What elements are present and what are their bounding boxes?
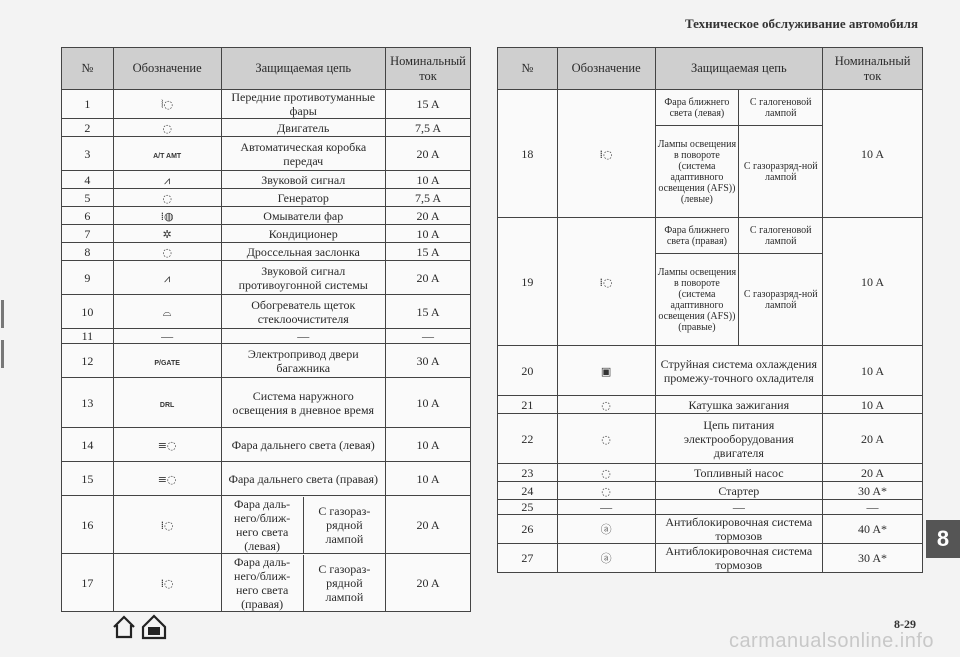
row-circuit: Электропривод двери багажника bbox=[221, 344, 386, 378]
footer-icons bbox=[111, 614, 167, 640]
margin-mark bbox=[1, 300, 4, 328]
row-rating: 40 A* bbox=[823, 515, 923, 544]
table-row bbox=[62, 243, 471, 261]
row-rating: 10 A bbox=[823, 396, 923, 414]
row-symbol bbox=[113, 171, 221, 189]
row-rating: 20 A bbox=[823, 414, 923, 464]
symbol-label: DRL bbox=[159, 401, 175, 409]
row-circuit: Лампы освещения в повороте (система адаптивного освещения (AFS)) (правые) bbox=[655, 254, 739, 346]
row-rating: 15 A bbox=[386, 90, 471, 119]
row-rating: 10 A bbox=[823, 346, 923, 396]
row-circuit: Фара ближнего света (правая) bbox=[655, 218, 739, 254]
row-no: 20 bbox=[498, 346, 558, 396]
row-no: 21 bbox=[498, 396, 558, 414]
row-rating: 10 A bbox=[823, 90, 923, 218]
row-symbol bbox=[113, 90, 221, 119]
row-circuit: Омыватели фар bbox=[221, 207, 386, 225]
row-rating: — bbox=[823, 500, 923, 515]
row-circuit: Двигатель bbox=[221, 119, 386, 137]
row-symbol bbox=[113, 428, 221, 462]
row-rating: — bbox=[386, 329, 471, 344]
home-icon[interactable] bbox=[111, 614, 137, 640]
row-rating: 7,5 A bbox=[386, 189, 471, 207]
row-circuit: — bbox=[655, 500, 823, 515]
fuse-icon: ◌ bbox=[601, 466, 611, 480]
fuse-icon: ◌ bbox=[162, 245, 172, 259]
symbol-label: P/GATE bbox=[154, 359, 180, 367]
table-row bbox=[62, 378, 471, 428]
row-symbol bbox=[113, 462, 221, 496]
row-no: 11 bbox=[62, 329, 114, 344]
row-rating: 10 A bbox=[386, 428, 471, 462]
row-rating: 15 A bbox=[386, 243, 471, 261]
col-no: № bbox=[498, 48, 558, 90]
table-row bbox=[62, 462, 471, 496]
row-no: 12 bbox=[62, 344, 114, 378]
table-row bbox=[62, 171, 471, 189]
row-circuit: Звуковой сигнал bbox=[221, 171, 386, 189]
row-no: 9 bbox=[62, 261, 114, 295]
fuse-table-left bbox=[61, 47, 471, 612]
row-symbol bbox=[557, 500, 655, 515]
row-symbol bbox=[557, 515, 655, 544]
col-symbol: Обозначение bbox=[557, 48, 655, 90]
row-symbol bbox=[113, 225, 221, 243]
row-symbol bbox=[557, 218, 655, 346]
table-row bbox=[62, 329, 471, 344]
headlamp-icon: ⁞◌ bbox=[160, 518, 174, 532]
symbol-label: A/T AMT bbox=[153, 152, 182, 160]
row-circuit: Генератор bbox=[221, 189, 386, 207]
row-rating: 20 A bbox=[386, 261, 471, 295]
row-no: 13 bbox=[62, 378, 114, 428]
table-row bbox=[62, 295, 471, 329]
row-no: 15 bbox=[62, 462, 114, 496]
row-variant: С галогеновой лампой bbox=[739, 90, 823, 126]
row-symbol bbox=[113, 378, 221, 428]
wiper-deicer-icon: ⌓ bbox=[162, 305, 172, 319]
row-rating: 20 A bbox=[386, 554, 471, 612]
row-symbol bbox=[113, 207, 221, 225]
page-header: Техническое обслуживание автомобиля bbox=[684, 16, 918, 31]
row-rating: 30 A* bbox=[823, 544, 923, 573]
col-rating: Номинальный ток bbox=[823, 48, 923, 90]
row-circuit: Антиблокировочная система тормозов bbox=[655, 544, 823, 573]
row-circuit: Фара дальнего света (левая) bbox=[221, 428, 386, 462]
row-rating: 10 A bbox=[386, 462, 471, 496]
row-circuit: Кондиционер bbox=[221, 225, 386, 243]
row-circuit: Фара даль-него/ближ-него света (правая) bbox=[222, 555, 304, 611]
row-symbol bbox=[557, 346, 655, 396]
row-variant: С газораз-рядной лампой bbox=[318, 561, 371, 604]
row-no: 27 bbox=[498, 544, 558, 573]
row-no: 10 bbox=[62, 295, 114, 329]
row-circuit: Лампы освещения в повороте (система адаптивного освещения (AFS)) (левые) bbox=[655, 126, 739, 218]
row-rating: 30 A* bbox=[823, 482, 923, 500]
row-symbol bbox=[113, 496, 221, 554]
high-beam-icon: ≡◌ bbox=[157, 472, 177, 486]
abs-icon: ⓐ bbox=[600, 552, 612, 565]
table-row bbox=[498, 414, 923, 464]
row-variant: С газораз-рядной лампой bbox=[318, 503, 371, 546]
row-circuit: Цепь питания электрооборудования двигателя bbox=[655, 414, 823, 464]
row-circuit: Дроссельная заслонка bbox=[221, 243, 386, 261]
table-row bbox=[498, 464, 923, 482]
row-rating: 30 A bbox=[386, 344, 471, 378]
horn-icon: ⩘ bbox=[164, 173, 171, 187]
page-number: 8-29 bbox=[894, 617, 916, 631]
row-symbol bbox=[557, 414, 655, 464]
row-circuit: Фара ближнего света (левая) bbox=[655, 90, 739, 126]
fuse-icon: ◌ bbox=[601, 484, 611, 498]
table-row bbox=[498, 346, 923, 396]
row-no: 4 bbox=[62, 171, 114, 189]
row-no: 8 bbox=[62, 243, 114, 261]
fuse-icon: ◌ bbox=[601, 432, 611, 446]
col-circuit: Защищаемая цепь bbox=[655, 48, 823, 90]
row-variant: С газоразряд-ной лампой bbox=[739, 126, 823, 218]
row-no: 17 bbox=[62, 554, 114, 612]
row-no: 25 bbox=[498, 500, 558, 515]
row-no: 1 bbox=[62, 90, 114, 119]
row-rating: 7,5 A bbox=[386, 119, 471, 137]
row-symbol bbox=[113, 243, 221, 261]
row-circuit: Звуковой сигнал противоугонной системы bbox=[221, 261, 386, 295]
headlamp-icon: ⁞◌ bbox=[599, 275, 613, 289]
row-no: 19 bbox=[498, 218, 558, 346]
table-row bbox=[62, 137, 471, 171]
row-no: 24 bbox=[498, 482, 558, 500]
table-row bbox=[62, 189, 471, 207]
row-variant: С галогеновой лампой bbox=[739, 218, 823, 254]
row-no: 14 bbox=[62, 428, 114, 462]
fuse-icon: ◌ bbox=[601, 398, 611, 412]
row-symbol bbox=[113, 261, 221, 295]
table-row bbox=[62, 225, 471, 243]
row-no: 23 bbox=[498, 464, 558, 482]
headlamp-washer-icon: ⁞◍ bbox=[160, 209, 174, 223]
col-rating: Номинальный ток bbox=[386, 48, 471, 90]
row-circuit: Топливный насос bbox=[655, 464, 823, 482]
page-index-icon[interactable] bbox=[141, 614, 167, 640]
row-symbol bbox=[113, 295, 221, 329]
table-row bbox=[62, 90, 471, 119]
row-no: 3 bbox=[62, 137, 114, 171]
row-no: 6 bbox=[62, 207, 114, 225]
row-symbol bbox=[113, 189, 221, 207]
row-no: 5 bbox=[62, 189, 114, 207]
row-circuit: Передние противотуманные фары bbox=[221, 90, 386, 119]
row-rating: 20 A bbox=[386, 137, 471, 171]
high-beam-icon: ≡◌ bbox=[157, 438, 177, 452]
table-row bbox=[62, 428, 471, 462]
row-symbol bbox=[557, 464, 655, 482]
abs-icon: ⓐ bbox=[600, 523, 612, 536]
row-no: 18 bbox=[498, 90, 558, 218]
row-no: 16 bbox=[62, 496, 114, 554]
table-row bbox=[498, 515, 923, 544]
row-symbol bbox=[113, 329, 221, 344]
row-symbol bbox=[557, 90, 655, 218]
row-rating: 15 A bbox=[386, 295, 471, 329]
headlamp-icon: ⁞◌ bbox=[599, 147, 613, 161]
row-circuit: Фара дальнего света (правая) bbox=[221, 462, 386, 496]
row-circuit: — bbox=[221, 329, 386, 344]
row-rating: 20 A bbox=[386, 496, 471, 554]
symbol-empty: — bbox=[600, 500, 613, 514]
row-no: 7 bbox=[62, 225, 114, 243]
symbol-empty: — bbox=[161, 329, 174, 343]
table-row bbox=[62, 119, 471, 137]
row-circuit: Система наружного освещения в дневное время bbox=[221, 378, 386, 428]
table-row bbox=[498, 500, 923, 515]
headlamp-icon: ⁞◌ bbox=[160, 576, 174, 590]
row-symbol bbox=[557, 396, 655, 414]
row-circuit: Фара даль-него/ближ-него света (левая) bbox=[222, 497, 304, 553]
table-row bbox=[498, 544, 923, 573]
fuse-table-right bbox=[497, 47, 923, 573]
row-rating: 10 A bbox=[386, 225, 471, 243]
table-row bbox=[62, 261, 471, 295]
row-rating: 20 A bbox=[823, 464, 923, 482]
intercooler-icon: ▣ bbox=[600, 364, 612, 378]
table-row bbox=[62, 554, 471, 612]
air-conditioner-icon: ✲ bbox=[162, 227, 172, 241]
col-symbol: Обозначение bbox=[113, 48, 221, 90]
col-circuit: Защищаемая цепь bbox=[221, 48, 386, 90]
table-row bbox=[498, 482, 923, 500]
horn-icon: ⩘ bbox=[164, 271, 171, 285]
row-rating: 10 A bbox=[823, 218, 923, 346]
row-circuit: Обогреватель щеток стеклоочистителя bbox=[221, 295, 386, 329]
row-symbol bbox=[557, 482, 655, 500]
margin-mark bbox=[1, 340, 4, 368]
row-symbol bbox=[113, 554, 221, 612]
row-symbol bbox=[113, 137, 221, 171]
watermark: carmanualsonline.info bbox=[728, 630, 934, 652]
row-circuit: Автоматическая коробка передач bbox=[221, 137, 386, 171]
row-circuit: Катушка зажигания bbox=[655, 396, 823, 414]
fuse-icon: ◌ bbox=[162, 191, 172, 205]
row-circuit: Антиблокировочная система тормозов bbox=[655, 515, 823, 544]
row-circuit: Стартер bbox=[655, 482, 823, 500]
row-no: 26 bbox=[498, 515, 558, 544]
table-row bbox=[498, 396, 923, 414]
row-rating: 20 A bbox=[386, 207, 471, 225]
row-symbol bbox=[113, 344, 221, 378]
table-row bbox=[62, 496, 471, 554]
front-fog-lamp-icon: ⦚◌ bbox=[161, 98, 174, 111]
row-rating: 10 A bbox=[386, 378, 471, 428]
table-row bbox=[62, 207, 471, 225]
row-symbol bbox=[557, 544, 655, 573]
fuse-icon: ◌ bbox=[162, 121, 172, 135]
row-rating: 10 A bbox=[386, 171, 471, 189]
section-tab: 8 bbox=[926, 520, 960, 558]
table-row bbox=[62, 344, 471, 378]
row-no: 2 bbox=[62, 119, 114, 137]
row-variant: С газоразряд-ной лампой bbox=[739, 254, 823, 346]
col-no: № bbox=[62, 48, 114, 90]
row-no: 22 bbox=[498, 414, 558, 464]
row-circuit: Струйная система охлаждения промежу-точного охладителя bbox=[655, 346, 823, 396]
row-symbol bbox=[113, 119, 221, 137]
